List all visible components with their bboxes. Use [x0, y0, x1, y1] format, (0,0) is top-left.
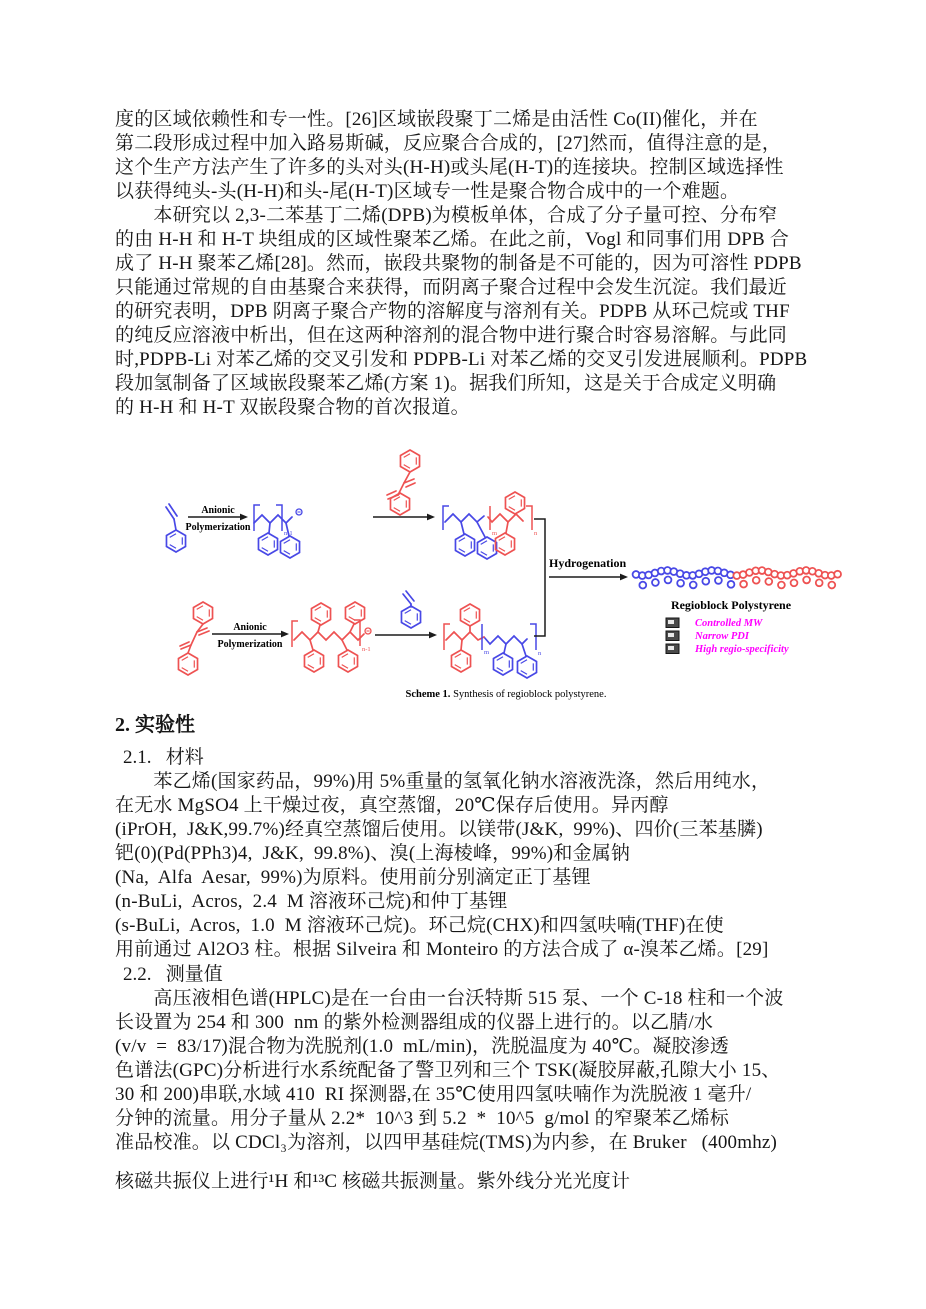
feature-bullet-regio-specificity: High regio-specificity — [695, 644, 789, 655]
bond — [310, 640, 313, 650]
benzene-inner-bond — [455, 654, 461, 658]
polymer-bracket — [292, 621, 298, 647]
reaction-label-anionic-top: Anionic — [201, 505, 235, 516]
bond — [461, 522, 464, 534]
bond — [504, 644, 506, 653]
intro-paragraph-2 — [115, 204, 831, 420]
bond — [446, 632, 484, 640]
bond — [342, 640, 347, 650]
intro-section — [115, 108, 831, 420]
repeat-subscript: m — [492, 530, 498, 537]
benzene-inner-bond — [405, 621, 411, 625]
benzene-inner-bond — [464, 608, 470, 612]
text-line: 段加氢制备了区域嵌段聚苯乙烯(方案 1)。据我们所知，这是关于合成定义明确 — [115, 373, 777, 394]
scheme-caption-label: Scheme 1. — [405, 689, 451, 700]
text-line: 准品校准。以 CDCl₃为溶剂，以四甲基硅烷(TMS)为内参，在 Bruker (400mhz) — [115, 1132, 778, 1153]
text-line: 的由 H-H 和 H-T 块组成的区域性聚苯乙烯。在此之前，Vogl 和同事们用 DPB 合 — [115, 229, 790, 250]
scheme-figure — [138, 445, 872, 709]
pendant-bead — [803, 577, 810, 584]
product-name-label: Regioblock Polystyrene — [670, 598, 792, 612]
text-line: 第二段形成过程中加入路易斯碱，反应聚合合成的，[27]然而，值得注意的是， — [115, 133, 782, 154]
bond — [199, 631, 209, 635]
text-line: 苯乙烯(国家药品，99%)用 5%重量的氢氧化钠水溶液洗涤，然后用纯水， — [115, 771, 771, 792]
pendant-bead — [728, 581, 735, 588]
benzene-inner-bond — [509, 496, 515, 500]
text-line: 钯(0)(Pd(PPh3)4, J&K, 99.8%)、溴(上海棱峰，99%)和金属钠 — [115, 843, 631, 864]
text-line: (v/v = 83/17)混合物为洗脱剂(1.0 mL/min)，洗脱温度为 40℃。凝胶渗透 — [115, 1036, 730, 1057]
bond — [477, 522, 485, 537]
reaction-label-polymerization-top: Polymerization — [185, 522, 251, 533]
text-line: 成了 H-H 聚苯乙烯[28]。然而，嵌段共聚物的制备是不可能的，因为可溶性 PDPB — [115, 253, 802, 274]
benzene-inner-bond — [497, 657, 503, 661]
benzene-inner-bond — [394, 508, 400, 512]
benzene-inner-bond — [459, 538, 465, 542]
text-line: 的纯反应溶液中析出，但在这两种溶剂的混合物中进行聚合时容易溶解。与此同 — [115, 325, 788, 346]
reaction-label-hydrogenation: Hydrogenation — [549, 556, 627, 570]
checkbox-icon-inner — [668, 620, 674, 624]
repeat-subscript: n — [534, 530, 538, 537]
benzene-inner-bond — [315, 618, 321, 622]
text-line: 高压液相色谱(HPLC)是在一台由一台沃特斯 515 泵、一个 C-18 柱和一个波 — [115, 988, 784, 1009]
pendant-bead — [690, 581, 697, 588]
pendant-bead — [791, 579, 798, 586]
benzene-inner-bond — [509, 507, 515, 511]
measurements-paragraph — [115, 987, 831, 1155]
text-line: 在无水 MgSO4 上干燥过夜，真空蒸馏，20℃保存后使用。异丙醇 — [115, 795, 669, 816]
bond — [445, 514, 484, 522]
text-line: (iPrOH, J&K,99.7%)经真空蒸馏后使用。以镁带(J&K, 99%)、四价(三苯基膦) — [115, 819, 763, 840]
benzene-inner-bond — [404, 465, 410, 469]
text-line: 色谱法(GPC)分析进行水系统配备了警卫列和三个 TSK(凝胶屏蔽,孔隙大小 15、 — [115, 1060, 781, 1081]
text-line: 本研究以 2,3-二苯基丁二烯(DPB)为模板单体，合成了分子量可控、分布窄 — [115, 205, 778, 226]
text-line: (n-BuLi, Acros, 2.4 M 溶液环己烷)和仲丁基锂 — [115, 891, 508, 912]
polymer-bracket — [530, 624, 536, 650]
benzene-inner-bond — [262, 548, 268, 552]
benzene-inner-bond — [405, 610, 411, 614]
benzene-inner-bond — [499, 537, 505, 541]
bond — [191, 632, 197, 645]
text-line: 的 H-H 和 H-T 双嵌段聚合物的首次报道。 — [115, 397, 470, 418]
pendant-bead — [665, 577, 672, 584]
reaction-label-polymerization-bottom: Polymerization — [217, 639, 283, 650]
bond — [350, 624, 354, 632]
arrowhead-icon — [281, 631, 289, 638]
benzene-inner-bond — [197, 617, 203, 621]
benzene-inner-bond — [349, 606, 355, 610]
repeat-subscript: n-1 — [362, 646, 371, 653]
scheme-drawing — [138, 445, 872, 709]
benzene-inner-bond — [182, 657, 188, 661]
benzene-inner-bond — [197, 606, 203, 610]
text-line: 以获得纯头-头(H-H)和头-尾(H-T)区域专一性是聚合物合成中的一个难题。 — [115, 181, 740, 202]
feature-bullet-controlled-mw: Controlled MW — [695, 618, 763, 629]
pendant-bead — [702, 578, 709, 585]
benzene-inner-bond — [497, 668, 503, 672]
bond — [506, 522, 508, 533]
polymer-bracket — [526, 506, 532, 530]
scheme-caption-text: Synthesis of regioblock polystyrene. — [450, 689, 607, 700]
bond — [406, 483, 415, 487]
nmr-sentence: 核磁共振仪上进行¹H 和¹³C 核磁共振测量。紫外线分光光度计 — [115, 1171, 631, 1192]
text-line: 这个生产方法产生了许多的头对头(H-H)或头尾(H-T)的连接块。控制区域选择性 — [115, 157, 784, 178]
pendant-bead — [715, 577, 722, 584]
bond — [522, 644, 526, 656]
bond — [461, 640, 462, 650]
pendant-bead — [765, 578, 772, 585]
subsection-measurements: 2.2. 测量值 — [123, 964, 223, 985]
benzene-inner-bond — [481, 552, 487, 556]
reaction-label-anionic-bottom: Anionic — [233, 622, 267, 633]
benzene-inner-bond — [521, 671, 527, 675]
benzene-inner-bond — [521, 660, 527, 664]
text-line: 只能通过常规的自由基聚合来获得，而阴离子聚合过程中会发生沉淀。我们最近 — [115, 277, 788, 298]
benzene-inner-bond — [499, 548, 505, 552]
arrowhead-icon — [427, 514, 435, 521]
materials-paragraph — [115, 770, 831, 962]
benzene-inner-bond — [394, 497, 400, 501]
pendant-bead — [753, 577, 760, 584]
repeat-subscript: n-1 — [284, 530, 293, 537]
benzene-inner-bond — [284, 551, 290, 555]
text-line: (Na, Alfa Aesar, 99%)为原料。使用前分别滴定正丁基锂 — [115, 867, 591, 888]
repeat-subscript: m — [484, 649, 490, 656]
pendant-bead — [677, 580, 684, 587]
bond — [387, 491, 396, 495]
bond — [488, 514, 523, 522]
text-line: 分钟的流量。用分子量从 2.2* 10^3 到 5.2 * 10^5 g/mol 的窄聚苯乙烯标 — [115, 1108, 730, 1129]
benzene-inner-bond — [308, 665, 314, 669]
text-line: (s-BuLi, Acros, 1.0 M 溶液环己烷)。环己烷(CHX)和四氢呋喃(THF)在使 — [115, 915, 724, 936]
text-line: 度的区域依赖性和专一性。[26]区域嵌段聚丁二烯是由活性 Co(II)催化，并在 — [115, 109, 758, 130]
text-line: 的研究表明，DPB 阴离子聚合产物的溶解度与溶剂有关。PDPB 从环己烷或 THF — [115, 301, 790, 322]
benzene-inner-bond — [182, 668, 188, 672]
benzene-inner-bond — [308, 654, 314, 658]
arrowhead-icon — [240, 514, 248, 521]
scheme-caption — [406, 689, 607, 700]
subsection-materials: 2.1. 材料 — [123, 747, 204, 768]
text-line: 时,PDPB-Li 对苯乙烯的交叉引发和 PDPB-Li 对苯乙烯的交叉引发进展顺利。PDPB — [115, 349, 808, 370]
text-line: 用前通过 Al2O3 柱。根据 Silveira 和 Monteiro 的方法合成了 α-溴苯乙烯。[29] — [115, 939, 769, 960]
bond — [180, 642, 189, 646]
benzene-inner-bond — [464, 619, 470, 623]
benzene-inner-bond — [170, 534, 176, 538]
bond — [174, 519, 176, 530]
benzene-inner-bond — [284, 540, 290, 544]
benzene-inner-bond — [262, 537, 268, 541]
pendant-bead — [652, 579, 659, 586]
checkbox-icon-inner — [668, 633, 674, 637]
bond — [484, 636, 527, 644]
intro-paragraph-1 — [115, 108, 831, 204]
pendant-bead — [828, 582, 835, 589]
pendant-bead — [740, 581, 747, 588]
benzene-inner-bond — [455, 665, 461, 669]
arrowhead-icon — [620, 574, 628, 581]
benzene-inner-bond — [315, 607, 321, 611]
benzene-inner-bond — [342, 665, 348, 669]
bond — [254, 515, 292, 523]
chain-bead — [834, 571, 841, 578]
feature-bullet-narrow-pdi: Narrow PDI — [695, 631, 749, 642]
arrowhead-icon — [429, 632, 437, 639]
bond — [294, 632, 364, 640]
benzene-inner-bond — [404, 454, 410, 458]
pendant-bead — [778, 582, 785, 589]
text-line: 长设置为 254 和 300 nm 的紫外检测器组成的仪器上进行的。以乙腈/水 — [115, 1012, 714, 1033]
pendant-bead — [816, 579, 823, 586]
pendant-bead — [639, 582, 646, 589]
section-heading-experimental: 2. 实验性 — [115, 714, 195, 736]
bond — [269, 523, 270, 533]
bond — [318, 625, 320, 632]
checkbox-icon-inner — [668, 646, 674, 650]
benzene-inner-bond — [481, 541, 487, 545]
benzene-inner-bond — [342, 654, 348, 658]
experimental-section — [115, 712, 831, 1194]
text-line: 30 和 200)串联,水域 410 RI 探测器,在 35℃使用四氢呋喃作为洗脱液 1 毫升/ — [115, 1084, 752, 1105]
benzene-inner-bond — [170, 545, 176, 549]
repeat-subscript: n — [538, 650, 542, 657]
benzene-inner-bond — [459, 549, 465, 553]
